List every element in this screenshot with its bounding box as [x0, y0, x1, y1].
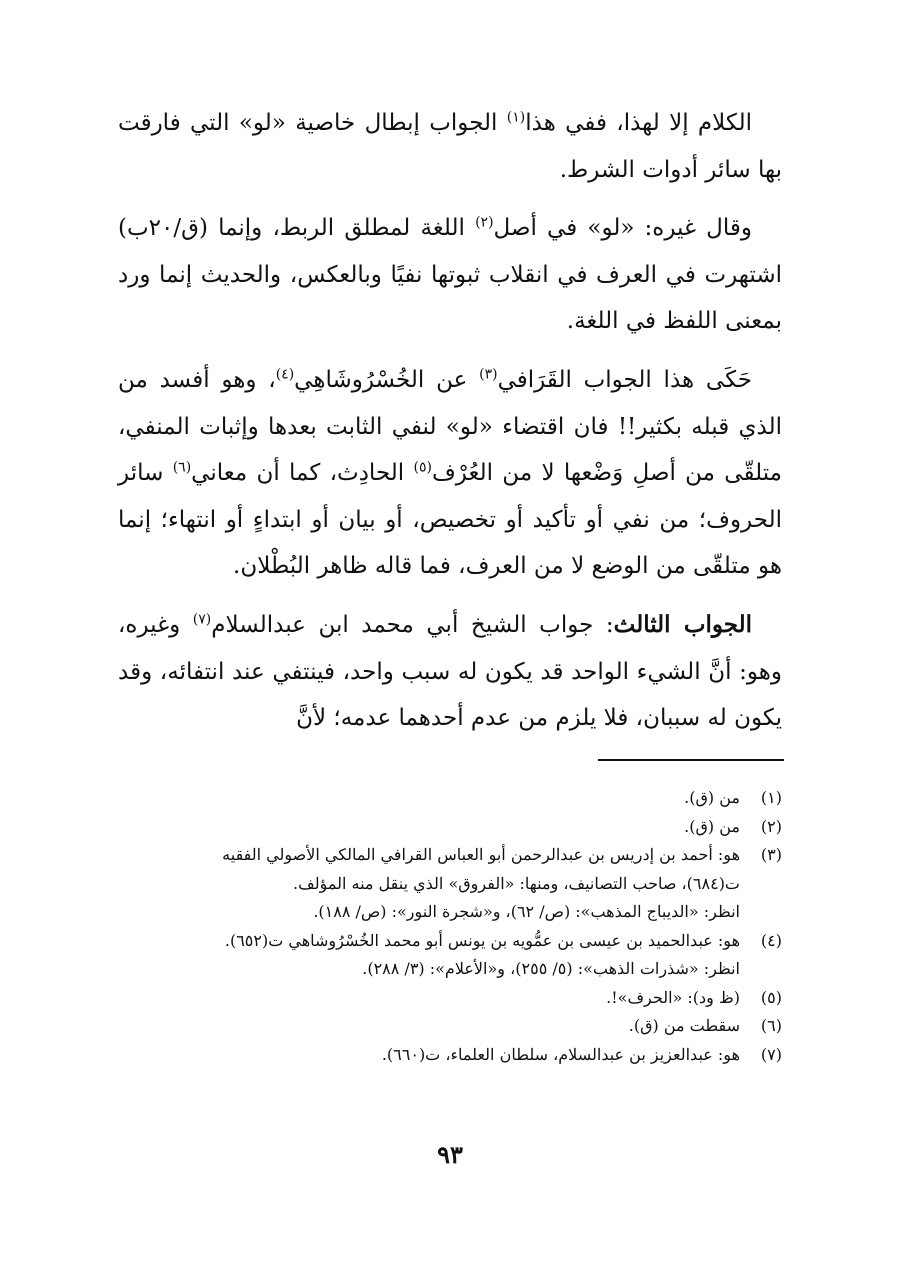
footnote-line: هو: عبدالعزيز بن عبدالسلام، سلطان العلماء، ت(٦٦٠).: [381, 1044, 740, 1064]
footnote-reference: (١): [506, 109, 526, 126]
footnote-line: هو: أحمد بن إدريس بن عبدالرحمن أبو العباس القرافي المالكي الأصولي الفقيه: [222, 845, 740, 864]
paragraph-text: : جواب الشيخ أبي محمد ابن عبدالسلام: [211, 611, 614, 638]
footnote-number: (٥): [760, 987, 782, 1007]
footnote-reference: (٤): [275, 366, 295, 383]
paragraph-text: حَكَى هذا الجواب القَرَافي: [497, 366, 753, 393]
footnote-number: (٦): [760, 1016, 782, 1035]
footnote-number: (٣): [760, 845, 782, 864]
main-text: [118, 100, 782, 754]
footnote-reference: (٧): [192, 611, 212, 628]
footnote-reference: (٢): [475, 214, 494, 231]
section-heading: الجواب الثالث: [613, 610, 752, 638]
paragraph: [118, 357, 782, 590]
footnote-separator: [598, 759, 784, 761]
footnote: [118, 1041, 782, 1070]
footnote-line: ت(٦٨٤)، صاحب التصانيف، ومنها: «الفروق» الذي ينقل منه المؤلف.: [293, 873, 740, 893]
footnote-text: [118, 784, 740, 813]
footnotes: [118, 784, 782, 1069]
footnote-text: [118, 927, 740, 984]
footnote-line: سقطت من (ق).: [628, 1016, 740, 1035]
paragraph-text: وقال غيره: «لو» في أصل: [493, 215, 752, 242]
paragraph: [118, 205, 782, 345]
footnote-number: (٧): [760, 1044, 782, 1064]
paragraph-text: وغيره، وهو: أنَّ الشيء الواحد قد يكون له سبب واحد، فينتفي عند انتفائه، وقد يكون له سببان، فلا يلزم من عدم أحدهما عدمه؛ لأنَّ: [118, 611, 782, 732]
footnote-line: انظر: «الديباج المذهب»: (ص/ ٦٢)، و«شجرة النور»: (ص/ ١٨٨).: [313, 902, 740, 921]
footnote-line: انظر: «شذرات الذهب»: (٥/ ٢٥٥)، و«الأعلام»: (٣/ ٢٨٨).: [362, 959, 740, 978]
paragraph-text: الحادِث، كما أن معاني: [191, 460, 414, 487]
footnote-text: [118, 841, 740, 927]
footnote: [118, 927, 782, 984]
footnote-number: (٢): [760, 816, 782, 836]
paragraph-text: اللغة لمطلق الربط، وإنما (ق/٢٠ب) اشتهرت في العرف في انقلاب ثبوتها نفيًا وبالعكس، والحديث إنما ورد بمعنى اللفظ في اللغة.: [118, 215, 782, 335]
footnote-number: (٤): [760, 930, 782, 950]
footnote-line: (ظ ود): «الحرف»!.: [606, 987, 740, 1007]
footnote: [118, 784, 782, 813]
page-number: ٩٣: [437, 1140, 463, 1169]
paragraph: [118, 100, 782, 193]
paragraph-text: الجواب إبطال خاصية «لو» التي فارقت بها سائر أدوات الشرط.: [118, 110, 782, 183]
footnote: [118, 813, 782, 842]
paragraph-text: ، وهو أفسد من الذي قبله بكثير!! فان اقتضاء «لو» لنفي الثابت بعدها وإثبات المنفي، متلقّى من أصلِ وَضْعها لا من العُرْف: [118, 366, 782, 487]
footnote-line: من (ق).: [684, 788, 740, 807]
footnote-text: [118, 1012, 740, 1041]
paragraph-text: سائر الحروف؛ من نفي أو تأكيد أو تخصيص، أو بيان أو ابتداءٍ أو انتهاء؛ إنما هو متلقّى من الوضع لا من العرف، فما قاله ظاهر البُطْلان.: [118, 460, 782, 580]
paragraph: [118, 602, 782, 742]
footnote-line: هو: عبدالحميد بن عيسى بن عمُّويه بن يونس أبو محمد الخُسْرُوشاهي ت(٦٥٢).: [224, 930, 740, 950]
footnote: [118, 984, 782, 1013]
footnote-reference: (٥): [413, 459, 432, 476]
paragraph-text: عن الخُسْرُوشَاهِي: [294, 366, 480, 393]
paragraph-text: الكلام إلا لهذا، ففي هذا: [525, 110, 752, 136]
footnote-text: [118, 813, 740, 842]
footnote: [118, 841, 782, 927]
footnote-reference: (٦): [172, 459, 192, 476]
footnote-line: من (ق).: [684, 816, 740, 836]
footnote-text: [118, 1041, 740, 1070]
footnote: [118, 1012, 782, 1041]
footnote-text: [118, 984, 740, 1013]
footnote-number: (١): [760, 788, 782, 807]
footnote-reference: (٣): [479, 366, 498, 383]
